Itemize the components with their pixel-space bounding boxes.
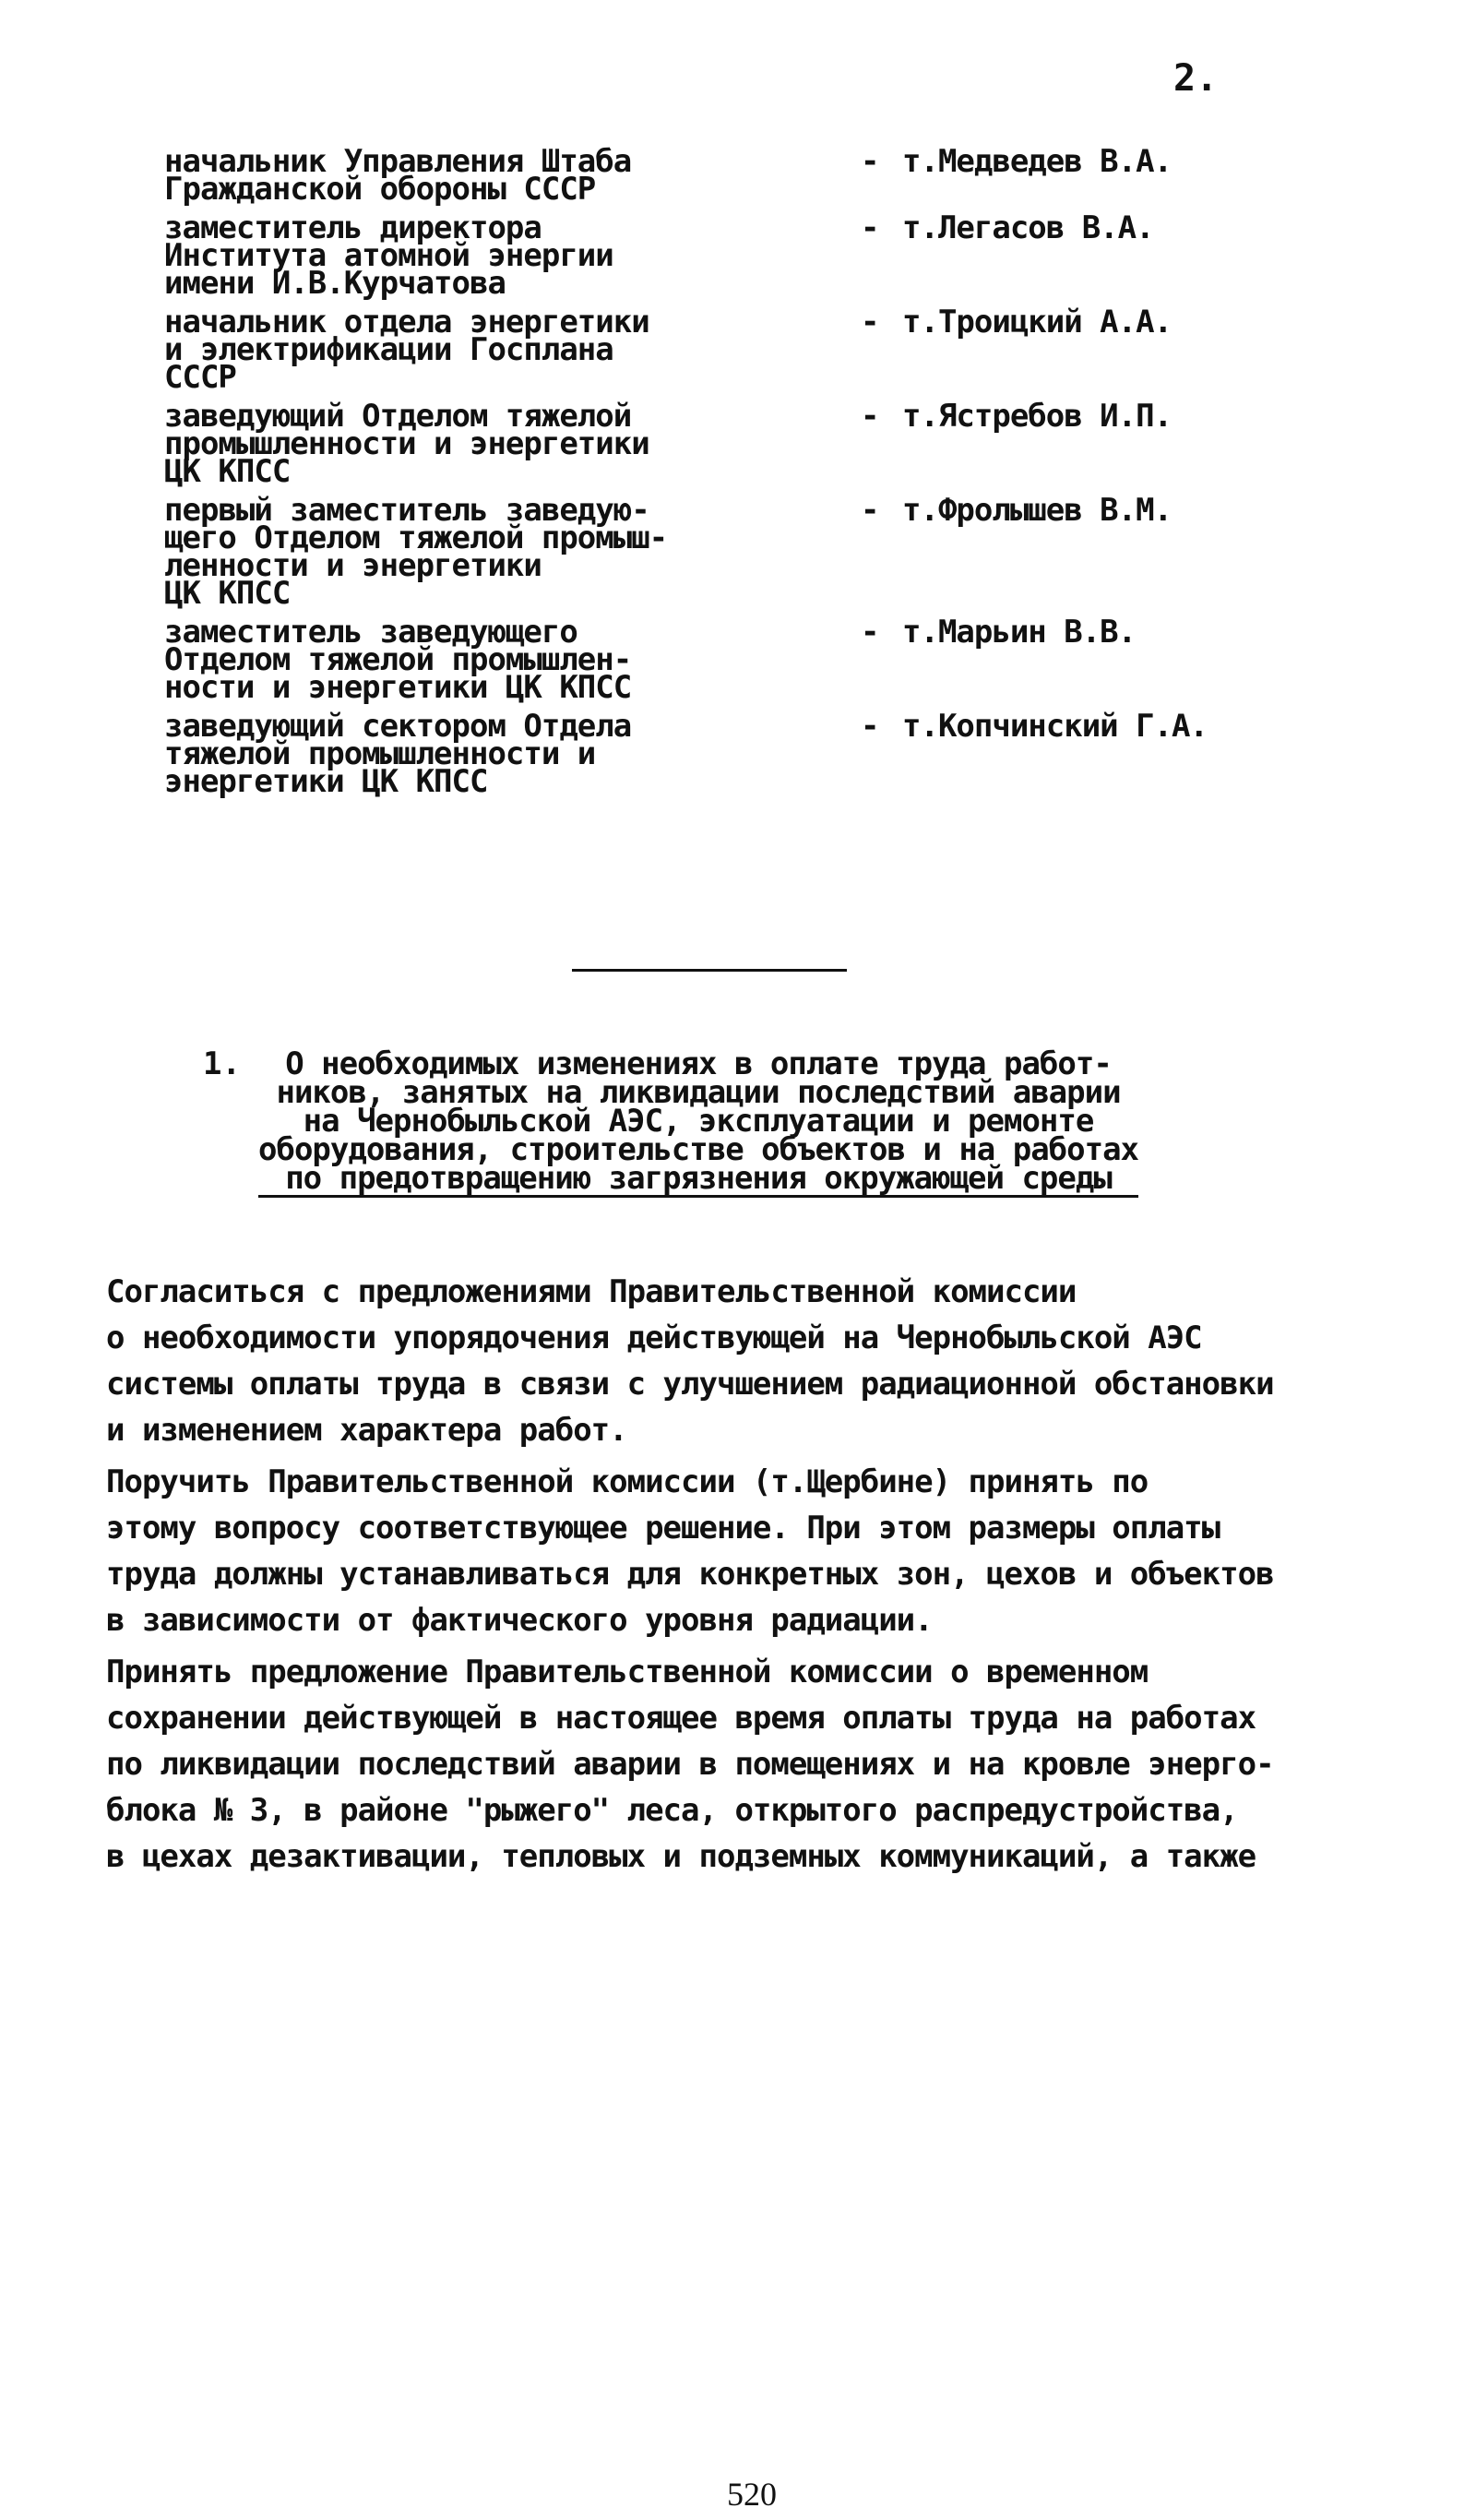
attendee-row [164, 143, 1271, 208]
attendee-dash: - [861, 614, 880, 651]
attendee-name: т.Ястребов И.П. [902, 398, 1172, 435]
attendee-row [164, 209, 1271, 302]
attendee-name: т.Копчинский Г.А. [902, 708, 1208, 745]
attendee-list [164, 143, 1271, 806]
footer-page-number: 520 [727, 2476, 777, 2513]
attendee-position: заместитель директора Института атомной энергии имени И.В.Курчатова [164, 209, 613, 302]
agenda-number: 1. [203, 1045, 241, 1082]
attendee-row [164, 492, 1271, 612]
attendee-dash: - [861, 209, 880, 246]
attendee-position: первый заместитель заведую- щего Отделом тяжелой промыш- ленности и энергетики ЦК КПСС [164, 492, 668, 612]
paragraph: Принять предложение Правительственной комиссии о временном сохранении действующей в настоящее время оплаты труда на работах по ликвидации последствий аварии в помещениях и на кровле энерго- блока № 3, в районе "рыжего" леса, открытого распредустройства, в цехах дезактивации, тепловых и подземных коммуникаций, а также [106, 1654, 1274, 1875]
attendee-position: заведующий сектором Отдела тяжелой промышленности и энергетики ЦК КПСС [164, 708, 632, 800]
resolution-text [106, 1269, 1379, 1885]
attendee-dash: - [861, 398, 880, 435]
attendee-name: т.Троицкий А.А. [902, 304, 1172, 340]
attendee-row [164, 614, 1271, 706]
attendee-name: т.Марьин В.В. [902, 614, 1137, 651]
agenda-item [203, 1045, 1236, 1198]
paragraph: Согласиться с предложениями Правительственной комиссии о необходимости упорядочения действующей на Чернобыльской АЭС системы оплаты труда в связи с улучшением радиационной обстановки и изменением характера работ. [106, 1273, 1274, 1449]
attendee-name: т.Легасов В.А. [902, 209, 1154, 246]
paragraph: Поручить Правительственной комиссии (т.Щербине) принять по этому вопросу соответствующее решение. При этом размеры оплаты труда должны устанавливаться для конкретных зон, цехов и объектов в зависимости от фактического уровня радиации. [106, 1463, 1274, 1639]
attendee-position: заведующий Отделом тяжелой промышленности и энергетики ЦК КПСС [164, 398, 649, 490]
attendee-position: заместитель заведующего Отделом тяжелой промышлен- ности и энергетики ЦК КПСС [164, 614, 632, 706]
attendee-dash: - [861, 143, 880, 180]
attendee-dash: - [861, 708, 880, 745]
attendee-dash: - [861, 492, 880, 529]
attendee-dash: - [861, 304, 880, 340]
attendee-position: начальник отдела энергетики и электрификации Госплана СССР [164, 304, 649, 396]
attendee-name: т.Медведев В.А. [902, 143, 1172, 180]
attendee-name: т.Фролышев В.М. [902, 492, 1172, 529]
section-divider [572, 969, 847, 972]
agenda-title: О необходимых изменениях в оплате труда работ- ников, занятых на ликвидации последствий аварии на Чернобыльской АЭС, эксплуатации и ремонте оборудования, строительстве объектов и на работах по предотвращению загрязнения окружающей среды [258, 1045, 1139, 1197]
attendee-row [164, 398, 1271, 490]
attendee-row [164, 708, 1271, 800]
page-number: 2. [1173, 57, 1219, 100]
attendee-position: начальник Управления Штаба Гражданской обороны СССР [164, 143, 632, 208]
attendee-row [164, 304, 1271, 396]
